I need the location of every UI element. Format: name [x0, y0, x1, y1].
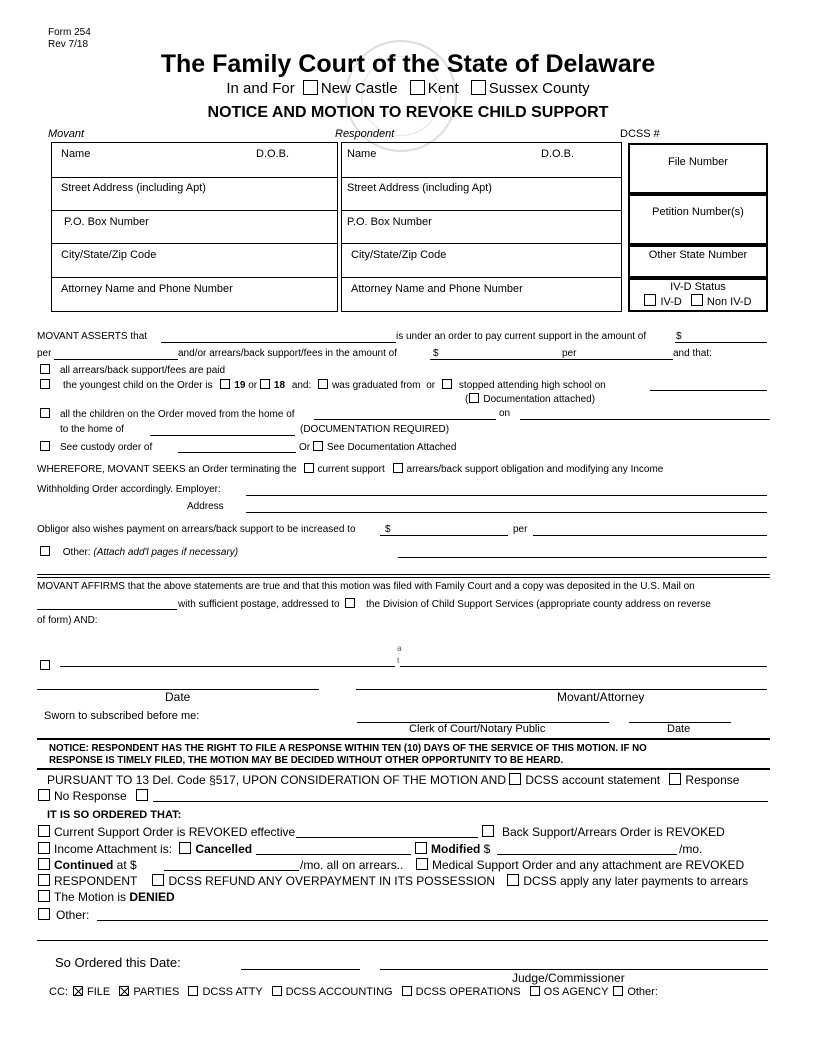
income-attachment-row	[38, 842, 252, 856]
ivd-status-label: IV-D Status	[670, 281, 726, 293]
no-response-row	[38, 789, 152, 803]
respondent-city-field[interactable]: City/State/Zip Code	[351, 249, 447, 261]
truncated-t: t	[397, 655, 400, 665]
affirms-line2	[178, 598, 711, 610]
order-other-checkbox[interactable]	[38, 908, 50, 920]
modified-amount-line[interactable]	[497, 854, 677, 855]
order-other-row	[38, 908, 89, 922]
modified-row	[415, 842, 490, 856]
refund-label: DCSS REFUND ANY OVERPAYMENT IN ITS POSSESSION	[168, 874, 495, 888]
denied-checkbox[interactable]	[38, 890, 50, 902]
denied-row	[38, 890, 175, 904]
support-amount-line[interactable]	[675, 342, 767, 343]
response-checkbox[interactable]	[669, 773, 681, 785]
movant-street-field[interactable]: Street Address (including Apt)	[61, 182, 206, 194]
moved-date-line[interactable]	[520, 419, 770, 420]
graduated-checkbox[interactable]	[318, 379, 328, 389]
new-castle-label: New Castle	[320, 80, 398, 97]
order-other-line-2[interactable]	[37, 940, 768, 941]
medical-row	[416, 858, 744, 872]
continued-row	[38, 858, 137, 872]
children-moved-row	[40, 408, 295, 420]
age-18-checkbox[interactable]	[260, 379, 270, 389]
movant-asserts-label: MOVANT ASSERTS that	[37, 331, 148, 342]
non-ivd-checkbox[interactable]	[691, 294, 703, 306]
cc-dcss-accounting-checkbox[interactable]	[272, 986, 282, 996]
dcss-mail-label: the Division of Child Support Services (appropriate county address on reverse	[366, 599, 711, 610]
respondent-attorney-field[interactable]: Attorney Name and Phone Number	[351, 283, 523, 295]
new-castle-checkbox[interactable]	[303, 80, 318, 95]
see-doc-label: See Documentation Attached	[326, 442, 457, 453]
mail-date-line[interactable]	[37, 609, 177, 610]
employer-line[interactable]	[246, 495, 767, 496]
respondent-dob-field[interactable]: D.O.B.	[541, 148, 575, 160]
custody-row	[40, 441, 152, 453]
or-word-label: Or	[299, 442, 311, 453]
notice-line-2: RESPONSE IS TIMELY FILED, THE MOTION MAY BE DECIDED WITHOUT OTHER OPPORTUNITY TO BE HEARD.	[49, 755, 564, 766]
county-selector	[0, 80, 816, 97]
to-home-label: to the home of	[60, 424, 124, 435]
movant-name-field[interactable]: Name	[61, 148, 91, 160]
court-title: The Family Court of the State of Delaware	[160, 50, 656, 78]
employer-address-label: Address	[187, 501, 224, 512]
arrears-amount-line[interactable]	[430, 359, 673, 360]
current-revoked-row	[38, 825, 295, 839]
other-request-note: (Attach add'l pages if necessary)	[93, 547, 239, 558]
movant-attorney-field[interactable]: Attorney Name and Phone Number	[61, 283, 233, 295]
terminate-current-checkbox[interactable]	[304, 463, 314, 473]
ivd-label: IV-D	[660, 296, 682, 308]
cc-dcss-operations-checkbox[interactable]	[402, 986, 412, 996]
dcss-number-label: DCSS #	[620, 128, 660, 140]
cc-dcss-atty-label: DCSS ATTY	[202, 986, 263, 998]
continued-per-mo: /mo. all on arrears..	[300, 858, 404, 872]
modified-per-mo: /mo.	[679, 842, 703, 856]
respondent-order-label: RESPONDENT	[54, 874, 138, 888]
custody-order-line[interactable]	[178, 452, 296, 453]
movant-attorney-label: Movant/Attorney	[557, 690, 645, 704]
income-attachment-checkbox[interactable]	[38, 842, 50, 854]
movant-info-box	[51, 142, 338, 312]
cancelled-checkbox[interactable]	[179, 842, 191, 854]
affirms-line3: of form) AND:	[37, 615, 98, 626]
continued-amount-line[interactable]	[164, 870, 299, 871]
cc-dcss-accounting-label: DCSS ACCOUNTING	[285, 986, 393, 998]
dcss-mail-checkbox[interactable]	[345, 598, 355, 608]
continued-checkbox[interactable]	[38, 858, 50, 870]
respondent-refund-row	[38, 874, 748, 888]
per-label: per	[37, 348, 52, 359]
cc-parties-label: PARTIES	[133, 986, 180, 998]
cancelled-label: Cancelled	[195, 842, 253, 856]
cc-label: CC:	[49, 986, 68, 998]
under-order-text: is under an order to pay current support in the amount of	[396, 331, 647, 342]
additional-recipient-checkbox-wrap	[40, 656, 54, 674]
or-label: or	[248, 380, 258, 391]
medical-checkbox[interactable]	[416, 858, 428, 870]
doc-required-text: (DOCUMENTATION REQUIRED)	[300, 424, 450, 435]
on-label: on	[499, 408, 511, 419]
cc-dcss-atty-checkbox[interactable]	[188, 986, 198, 996]
withholding-label: Withholding Order accordingly. Employer:	[37, 484, 221, 495]
support-dollar-sign: $	[676, 331, 682, 342]
and-colon-label: and:	[291, 380, 312, 391]
refund-checkbox[interactable]	[152, 874, 164, 886]
judge-signature-line[interactable]	[380, 969, 768, 970]
cc-os-agency-checkbox[interactable]	[530, 986, 540, 996]
age-19-label: 19	[234, 380, 246, 391]
other-request-label: Other:	[62, 547, 91, 558]
other-state-number-field[interactable]: Other State Number	[628, 245, 768, 278]
current-revoked-checkbox[interactable]	[38, 825, 50, 837]
stopped-attending-label: stopped attending high school on	[458, 380, 606, 391]
arrears-dollar-sign: $	[433, 348, 439, 359]
pursuant-label: PURSUANT TO 13 Del. Code §517, UPON CONSIDERATION OF THE MOTION AND	[47, 773, 506, 787]
response-label: Response	[685, 773, 740, 787]
in-and-for-label: In and For	[226, 80, 295, 97]
truncated-a: a	[397, 643, 402, 653]
other-request-row	[40, 546, 238, 558]
terminate-current-label: current support	[317, 464, 385, 475]
additional-address-line[interactable]	[400, 666, 767, 667]
revoked-effective-line[interactable]	[296, 837, 478, 838]
no-response-label: No Response	[54, 789, 127, 803]
respondent-name-field[interactable]: Name	[347, 148, 377, 160]
cc-row	[49, 986, 658, 998]
additional-recipient-checkbox[interactable]	[40, 660, 50, 670]
form-revision: Rev 7/18	[48, 39, 89, 50]
and-that-text: and that:	[673, 348, 712, 359]
modified-dollar: $	[483, 842, 491, 856]
youngest-child-row	[40, 379, 606, 391]
cancelled-line[interactable]	[256, 854, 411, 855]
postage-label: with sufficient postage, addressed to	[178, 599, 340, 610]
terminate-arrears-checkbox[interactable]	[393, 463, 403, 473]
so-ordered-date-label: So Ordered this Date:	[55, 955, 181, 970]
cc-file-label: FILE	[87, 986, 111, 998]
cc-other-label: Other:	[627, 986, 658, 998]
to-home-line[interactable]	[150, 435, 295, 436]
cc-file-checkbox[interactable]	[73, 986, 83, 996]
so-ordered-heading: IT IS SO ORDERED THAT:	[47, 809, 182, 821]
continued-at-dollar: at $	[116, 858, 137, 872]
so-ordered-date-line[interactable]	[241, 969, 360, 970]
sussex-label: Sussex County	[488, 80, 590, 97]
judge-label: Judge/Commissioner	[512, 971, 625, 985]
continued-label: Continued	[54, 858, 114, 872]
kent-label: Kent	[427, 80, 459, 97]
see-doc-row	[299, 441, 456, 453]
non-ivd-label: Non IV-D	[706, 296, 752, 308]
obligor-line[interactable]	[161, 342, 396, 343]
stopped-date-line[interactable]	[650, 390, 767, 391]
no-response-other-checkbox[interactable]	[136, 789, 148, 801]
respondent-checkbox[interactable]	[38, 874, 50, 886]
or-label-2: or	[426, 380, 436, 391]
petition-number-field[interactable]: Petition Number(s)	[628, 194, 768, 245]
cc-dcss-operations-label: DCSS OPERATIONS	[415, 986, 521, 998]
form-subtitle: NOTICE AND MOTION TO REVOKE CHILD SUPPORT	[207, 104, 609, 121]
arrears-per-label: per	[562, 348, 577, 359]
doc-attached-row: ( Documentation attached)	[465, 394, 596, 405]
other-request-checkbox[interactable]	[40, 546, 50, 556]
movant-label: Movant	[48, 128, 85, 140]
sworn-label: Sworn to subscribed before me:	[44, 710, 200, 722]
motion-is-label: The Motion is	[54, 890, 127, 904]
apply-later-label: DCSS apply any later payments to arrears	[523, 874, 749, 888]
youngest-child-label: the youngest child on the Order is	[63, 380, 213, 391]
dcss-statement-label: DCSS account statement	[525, 773, 661, 787]
support-period-line[interactable]	[54, 359, 178, 360]
arrears-text: and/or arrears/back support/fees in the amount of	[178, 348, 398, 359]
obligor-increase-label: Obligor also wishes payment on arrears/back support to be increased to	[37, 524, 356, 535]
custody-label: See custody order of	[60, 442, 153, 453]
see-doc-checkbox[interactable]	[313, 441, 323, 451]
order-other-label: Other:	[56, 908, 90, 922]
graduated-label: was graduated from	[332, 380, 421, 391]
moved-from-line[interactable]	[314, 419, 496, 420]
respondent-po-box-field[interactable]: P.O. Box Number	[347, 216, 432, 228]
employer-address-line[interactable]	[246, 512, 767, 513]
respondent-info-box	[341, 142, 622, 312]
back-revoked-label: Back Support/Arrears Order is REVOKED	[502, 825, 725, 839]
respondent-label: Respondent	[335, 128, 395, 140]
back-revoked-checkbox[interactable]	[482, 825, 494, 837]
increase-per-label: per	[513, 524, 528, 535]
affirms-text: MOVANT AFFIRMS that the above statements are true and that this motion was filed with Family Court and a copy was deposited in the U.S. Mail on	[37, 581, 695, 592]
increase-period-line[interactable]	[533, 535, 767, 536]
stopped-attending-checkbox[interactable]	[442, 379, 452, 389]
doc-attached-label: Documentation attached)	[483, 394, 596, 405]
file-number-field[interactable]: File Number	[628, 143, 768, 194]
modified-checkbox[interactable]	[415, 842, 427, 854]
age-18-label: 18	[273, 380, 286, 391]
cc-other-checkbox[interactable]	[613, 986, 623, 996]
arrears-paid-checkbox[interactable]	[40, 364, 50, 374]
medical-label: Medical Support Order and any attachment are REVOKED	[432, 858, 745, 872]
clerk-label: Clerk of Court/Notary Public	[409, 723, 546, 735]
dcss-statement-checkbox[interactable]	[509, 773, 521, 785]
children-moved-checkbox[interactable]	[40, 408, 50, 418]
movant-city-field[interactable]: City/State/Zip Code	[61, 249, 157, 261]
denied-label: DENIED	[129, 890, 175, 904]
current-revoked-label: Current Support Order is REVOKED effective	[54, 825, 296, 839]
form-number: Form 254	[48, 27, 91, 38]
wherefore-row	[37, 463, 663, 475]
custody-checkbox[interactable]	[40, 441, 50, 451]
sign-date-label: Date	[165, 690, 191, 704]
no-response-other-line[interactable]	[153, 801, 768, 802]
arrears-paid-row	[40, 364, 225, 376]
doc-attached-checkbox[interactable]	[469, 393, 479, 403]
income-attachment-label: Income Attachment is:	[54, 842, 173, 856]
order-other-line[interactable]	[97, 920, 768, 921]
youngest-child-checkbox[interactable]	[40, 379, 50, 389]
age-19-checkbox[interactable]	[220, 379, 230, 389]
children-moved-label: all the children on the Order moved from the home of	[60, 409, 295, 420]
wherefore-label: WHEREFORE, MOVANT SEEKS an Order terminating the	[37, 464, 297, 475]
kent-checkbox[interactable]	[410, 80, 425, 95]
cc-parties-checkbox[interactable]	[119, 986, 129, 996]
ivd-checkbox[interactable]	[644, 294, 656, 306]
other-request-line[interactable]	[398, 557, 767, 558]
pursuant-row	[47, 773, 739, 787]
additional-recipient-line[interactable]	[60, 666, 395, 667]
movant-dob-field[interactable]: D.O.B.	[256, 148, 290, 160]
notary-date-label: Date	[667, 723, 691, 735]
arrears-paid-label: all arrears/back support/fees are paid	[60, 365, 226, 376]
increase-amount-line[interactable]	[380, 535, 508, 536]
terminate-arrears-label: arrears/back support obligation and modifying any Income	[406, 464, 664, 475]
back-revoked-row	[482, 825, 725, 839]
modified-label: Modified	[431, 842, 481, 856]
cc-os-agency-label: OS AGENCY	[543, 986, 609, 998]
notice-line-1: NOTICE: RESPONDENT HAS THE RIGHT TO FILE A RESPONSE WITHIN TEN (10) DAYS OF THE SERVICE OF THIS MOTION. IF NO	[49, 743, 647, 754]
apply-later-checkbox[interactable]	[507, 874, 519, 886]
no-response-checkbox[interactable]	[38, 789, 50, 801]
respondent-street-field[interactable]: Street Address (including Apt)	[347, 182, 492, 194]
increase-dollar-sign: $	[385, 524, 391, 535]
movant-po-box-field[interactable]: P.O. Box Number	[64, 216, 149, 228]
sussex-checkbox[interactable]	[471, 80, 486, 95]
ivd-status-box	[628, 278, 768, 312]
